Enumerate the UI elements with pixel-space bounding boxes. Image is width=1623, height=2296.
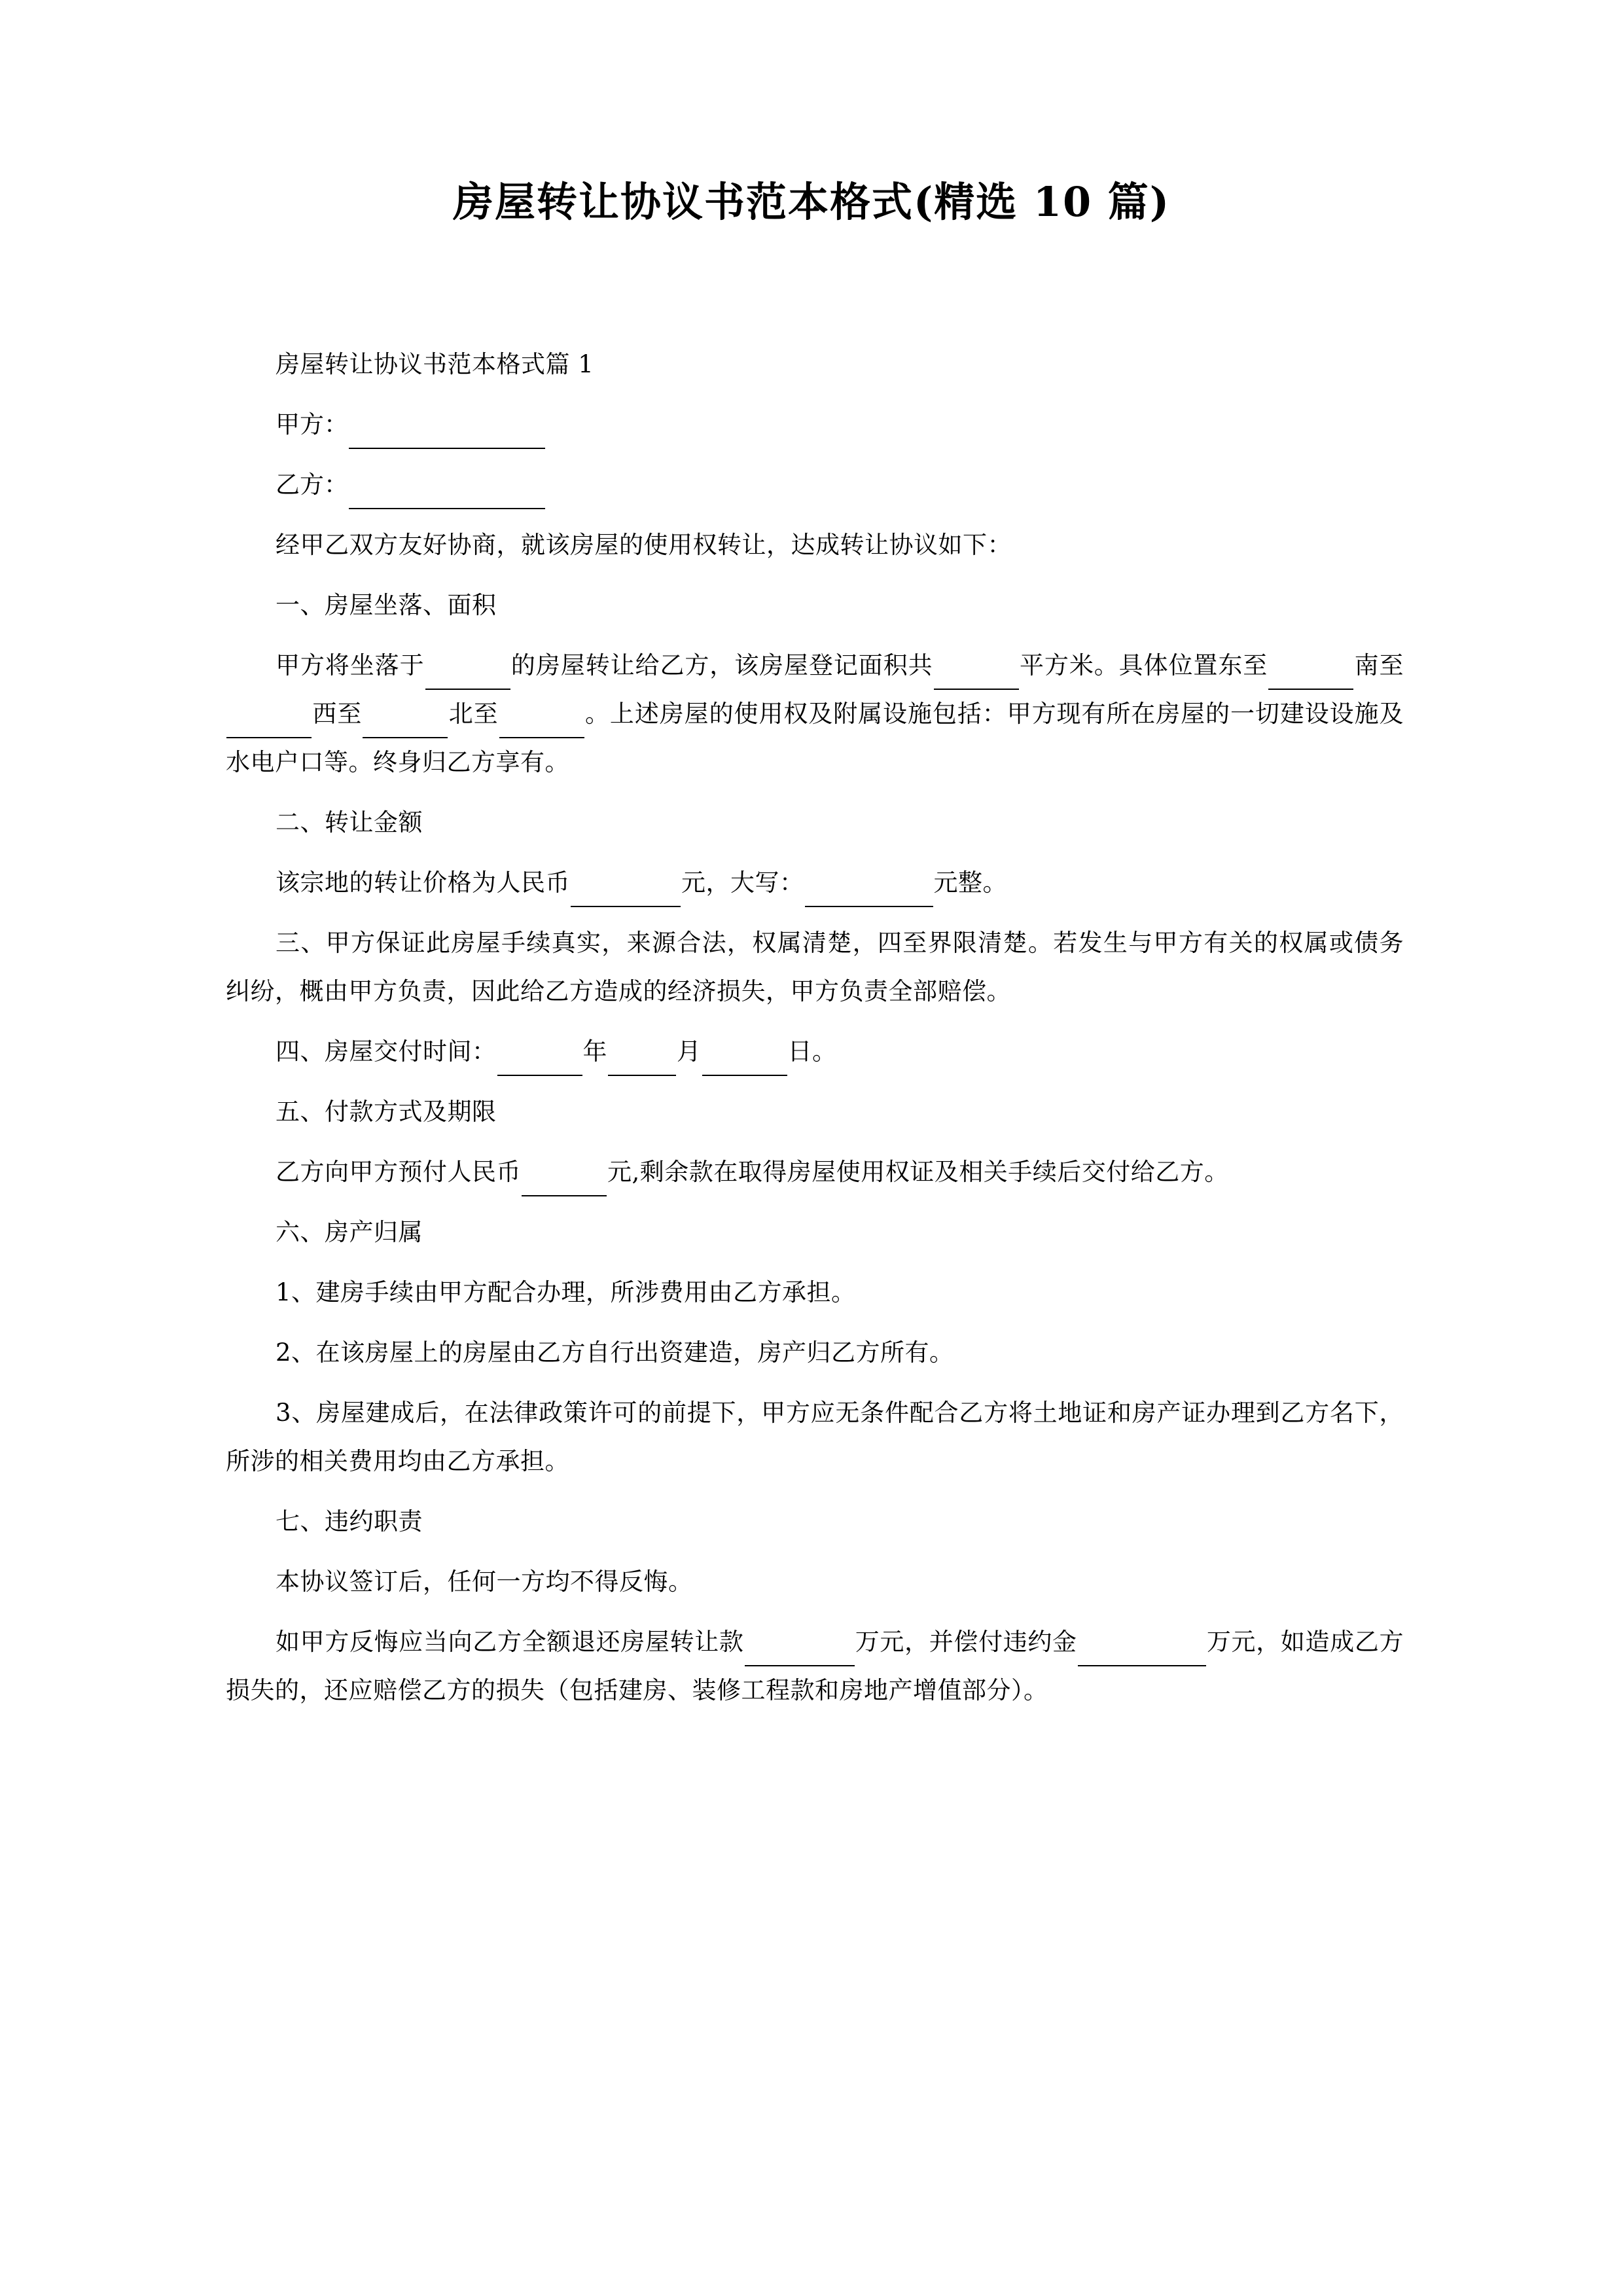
sec1-text-b: 的房屋转让给乙方，该房屋登记面积共: [510, 651, 933, 679]
document-subtitle: 房屋转让协议书范本格式篇 1: [276, 350, 594, 378]
sec1-text-f: 西至: [312, 700, 363, 728]
section-5-paragraph-1: [226, 1148, 1404, 1196]
party-b-blank[interactable]: [349, 479, 545, 509]
sec1-text-e: 南至: [1354, 651, 1404, 679]
sec4-text-b: 年: [582, 1037, 607, 1066]
transfer-price-words-blank[interactable]: [805, 877, 933, 907]
section-6-heading: 六、房产归属: [276, 1218, 423, 1246]
boundary-north-blank[interactable]: [499, 708, 584, 738]
sec2-text-b: 元，大写：: [681, 869, 804, 897]
sec7-text-b: 万元，并偿付违约金: [855, 1628, 1077, 1656]
document-body: [226, 340, 1404, 1727]
section-5-heading: 五、付款方式及期限: [276, 1098, 497, 1126]
section-2-heading: 二、转让金额: [276, 808, 423, 836]
section-2-paragraph-1: [226, 859, 1404, 907]
sec4-text-d: 日。: [787, 1037, 837, 1066]
sec5-text-b: 元,剩余款在取得房屋使用权证及相关手续后交付给乙方。: [607, 1158, 1229, 1186]
party-a-row: [226, 401, 1404, 449]
sec1-text-d: 具体位置东至: [1118, 651, 1268, 679]
section-1-heading: 一、房屋坐落、面积: [276, 591, 497, 619]
boundary-west-blank[interactable]: [363, 708, 448, 738]
boundary-east-blank[interactable]: [1268, 660, 1353, 690]
sec2-text-c: 元整。: [933, 869, 1007, 897]
transfer-price-blank[interactable]: [571, 877, 681, 907]
sec7-text-a: 如甲方反悔应当向乙方全额退还房屋转让款: [276, 1628, 744, 1656]
party-a-label: 甲方：: [276, 410, 348, 439]
section-7-paragraph-1: 本协议签订后，任何一方均不得反悔。: [276, 1568, 693, 1596]
party-b-row: [226, 461, 1404, 509]
preamble-paragraph: 经甲乙双方友好协商，就该房屋的使用权转让，达成转让协议如下：: [276, 531, 1012, 559]
page-title: 房屋转让协议书范本格式(精选 10 篇): [452, 177, 1171, 226]
section-6-item-1: 1、建房手续由甲方配合办理，所涉费用由乙方承担。: [276, 1278, 856, 1306]
section-7-heading: 七、违约职责: [276, 1507, 423, 1535]
delivery-year-blank[interactable]: [497, 1046, 582, 1076]
sec4-text-c: 月: [677, 1037, 702, 1066]
penalty-amount-blank[interactable]: [1078, 1636, 1206, 1666]
section-4-paragraph: [226, 1028, 1404, 1076]
refund-amount-blank[interactable]: [745, 1636, 855, 1666]
sec1-text-h: 。上述房屋的使用权及附属设施包括：甲方现有所在房屋的一切建设设施及水电户口等。终身归乙方享有。: [226, 700, 1404, 776]
section-1-paragraph-1: [226, 641, 1404, 787]
sec2-text-a: 该宗地的转让价格为人民币: [276, 869, 570, 897]
sec1-text-g: 北至: [448, 700, 499, 728]
delivery-day-blank[interactable]: [702, 1046, 787, 1076]
house-area-blank[interactable]: [934, 660, 1019, 690]
delivery-month-blank[interactable]: [608, 1046, 676, 1076]
party-a-blank[interactable]: [349, 419, 545, 449]
section-6-item-2: 2、在该房屋上的房屋由乙方自行出资建造，房产归乙方所有。: [276, 1338, 954, 1367]
sec4-text-a: 四、房屋交付时间：: [276, 1037, 497, 1066]
sec5-text-a: 乙方向甲方预付人民币: [276, 1158, 521, 1186]
party-b-label: 乙方：: [276, 471, 348, 499]
sec1-text-c: 平方米。: [1019, 651, 1119, 679]
section-3-paragraph: 三、甲方保证此房屋手续真实，来源合法，权属清楚，四至界限清楚。若发生与甲方有关的权属或债务纠纷，概由甲方负责，因此给乙方造成的经济损失，甲方负责全部赔偿。: [226, 929, 1404, 1005]
sec7-text-c: 万元，如造成乙方损失的，还应赔偿乙方的损失（包括建房、装修工程款和房地产增值部分）。: [226, 1628, 1404, 1704]
house-location-blank[interactable]: [425, 660, 510, 690]
sec1-text-a: 甲方将坐落于: [276, 651, 425, 679]
section-7-paragraph-2: [226, 1618, 1404, 1715]
prepayment-amount-blank[interactable]: [522, 1166, 607, 1196]
boundary-south-blank[interactable]: [226, 708, 312, 738]
section-6-item-3: 3、房屋建成后，在法律政策许可的前提下，甲方应无条件配合乙方将土地证和房产证办理到乙方名下，所涉的相关费用均由乙方承担。: [226, 1399, 1404, 1475]
